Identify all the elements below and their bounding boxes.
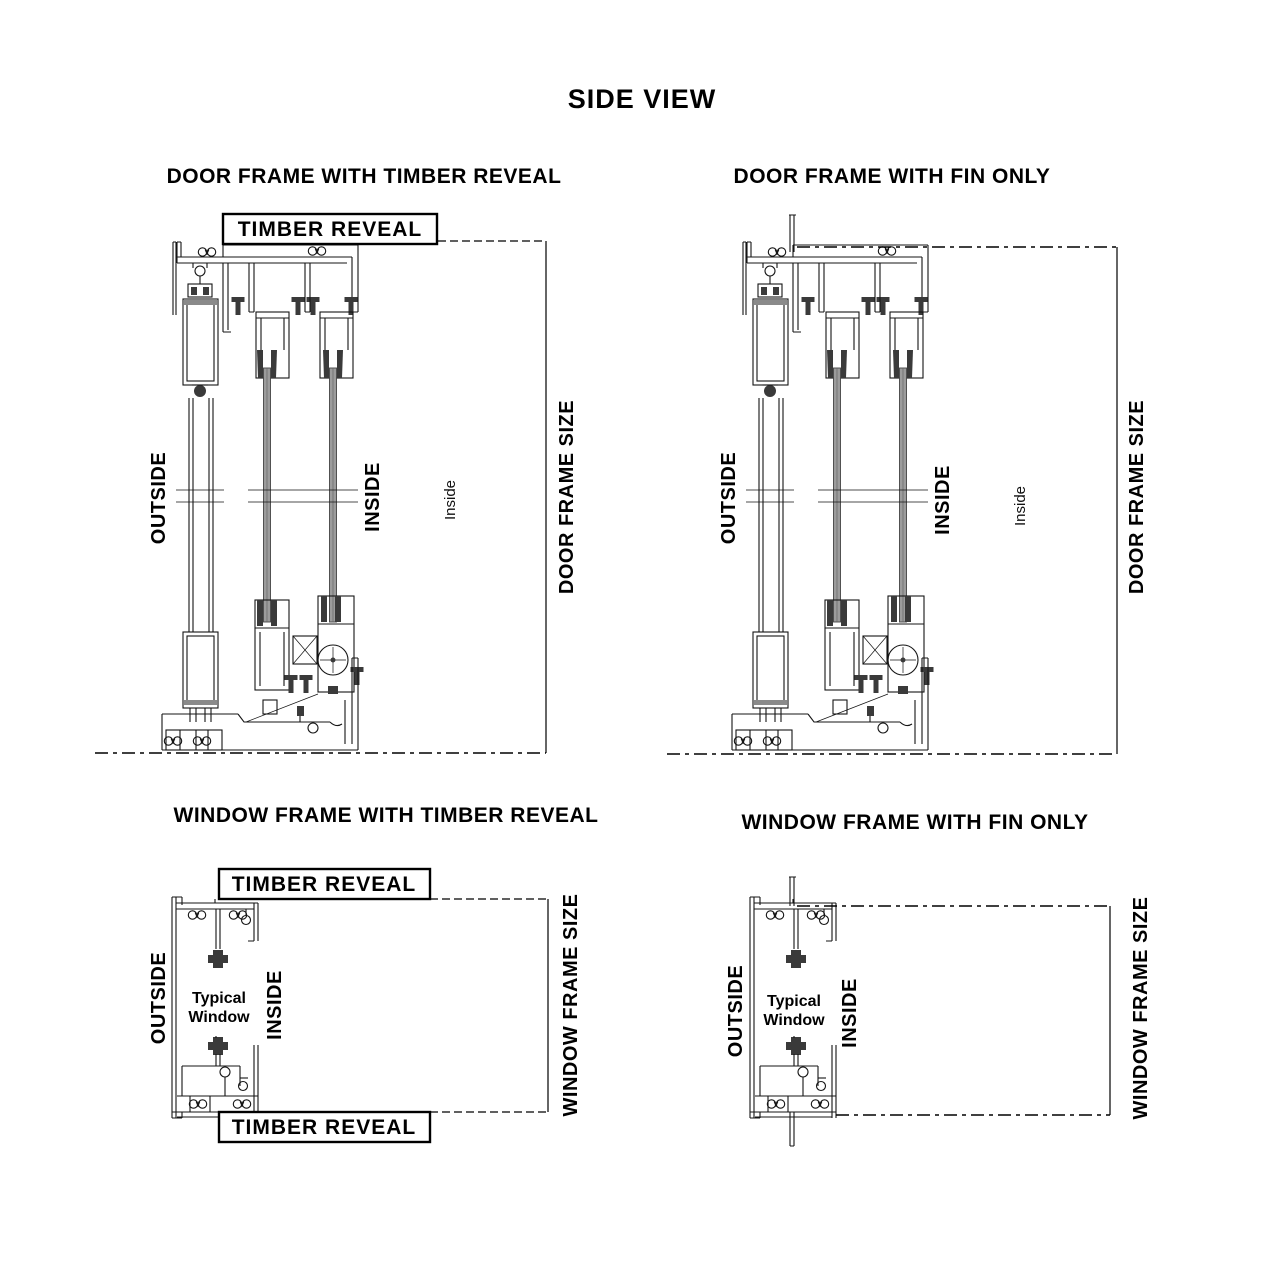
inside-note: Inside <box>442 479 459 521</box>
timber-reveal-label-top: TIMBER REVEAL <box>231 873 417 896</box>
inside-note: Inside <box>1012 485 1029 527</box>
typical-window-label: Window <box>763 1012 825 1029</box>
door-timber-title: DOOR FRAME WITH TIMBER REVEAL <box>166 165 562 188</box>
door-frame-size-label: DOOR FRAME SIZE <box>556 399 578 595</box>
outside-label: OUTSIDE <box>148 951 170 1045</box>
inside-label: INSIDE <box>362 462 384 532</box>
window-timber-title: WINDOW FRAME WITH TIMBER REVEAL <box>173 804 599 827</box>
typical-window-label: Typical <box>767 993 821 1010</box>
timber-reveal-label: TIMBER REVEAL <box>237 218 423 241</box>
door-frame-size-label: DOOR FRAME SIZE <box>1126 399 1148 595</box>
window-frame-fin-panel <box>725 811 1152 1146</box>
inside-label: INSIDE <box>264 970 286 1040</box>
door-frame-timber-panel <box>95 165 578 753</box>
window-frame-timber-panel <box>148 804 598 1142</box>
timber-reveal-label-bottom: TIMBER REVEAL <box>231 1116 417 1139</box>
window-frame-size-label: WINDOW FRAME SIZE <box>1130 896 1152 1120</box>
outside-label: OUTSIDE <box>725 964 747 1058</box>
window-frame-size-label: WINDOW FRAME SIZE <box>560 893 582 1117</box>
inside-label: INSIDE <box>932 465 954 535</box>
typical-window-label: Window <box>188 1009 250 1026</box>
outside-label: OUTSIDE <box>148 451 170 545</box>
typical-window-label: Typical <box>192 990 246 1007</box>
outside-label: OUTSIDE <box>718 451 740 545</box>
inside-label: INSIDE <box>839 978 861 1048</box>
door-frame-fin-panel <box>667 165 1148 754</box>
dimension-extension-lines <box>430 899 548 1112</box>
door-fin-title: DOOR FRAME WITH FIN ONLY <box>733 165 1051 188</box>
window-fin-title: WINDOW FRAME WITH FIN ONLY <box>741 811 1089 834</box>
page-title: SIDE VIEW <box>567 84 717 114</box>
